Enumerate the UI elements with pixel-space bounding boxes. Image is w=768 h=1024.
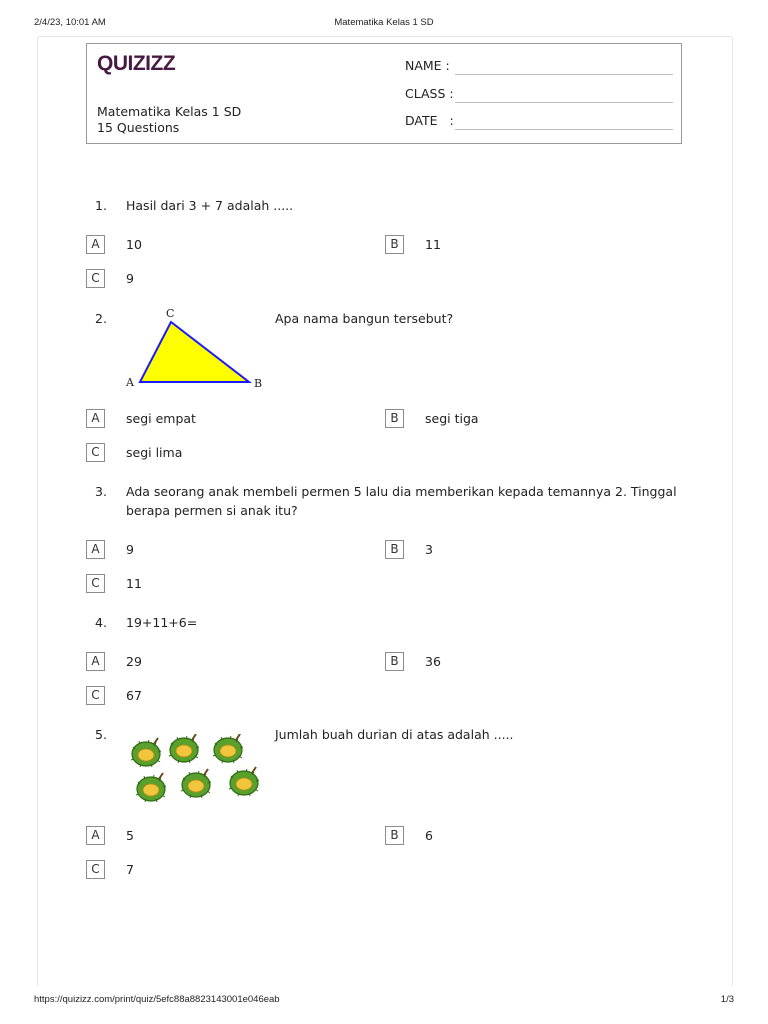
question-count: 15 Questions [97,120,180,135]
option-c-text[interactable]: segi lima [126,445,183,460]
quiz-title: Matematika Kelas 1 SD [97,104,242,119]
vertex-label-b: B [254,377,263,390]
option-a-text[interactable]: 9 [126,542,134,557]
option-c-box[interactable]: C [86,686,105,705]
question-text-line-1: Ada seorang anak membeli permen 5 lalu dia memberikan kepada temannya 2. Tinggal [126,484,677,499]
option-c-text[interactable]: 7 [126,862,134,877]
option-a-box[interactable]: A [86,652,105,671]
option-a-text[interactable]: 10 [126,237,142,252]
durian-icon [181,769,211,798]
print-datetime: 2/4/23, 10:01 AM [34,17,106,28]
question-number: 1. [95,198,107,213]
name-line [455,74,673,75]
triangle-image [120,304,270,396]
option-a-box[interactable]: A [86,235,105,254]
option-b-box[interactable]: B [385,652,404,671]
durian-icon [169,734,199,763]
option-c-text[interactable]: 11 [126,576,142,591]
option-c-box[interactable]: C [86,269,105,288]
print-url: https://quizizz.com/print/quiz/5efc88a8823143001e046eab [34,994,280,1005]
option-a-box[interactable]: A [86,409,105,428]
option-a-box[interactable]: A [86,826,105,845]
durian-icon [229,767,259,796]
option-a-text[interactable]: 5 [126,828,134,843]
name-label: NAME : [405,58,450,73]
durian-icon [213,734,243,763]
durian-icon [131,738,161,767]
option-b-text[interactable]: 6 [425,828,433,843]
question-number: 4. [95,615,107,630]
page-number: 1/3 [720,994,734,1005]
option-b-text[interactable]: 36 [425,654,441,669]
option-a-box[interactable]: A [86,540,105,559]
durian-image [126,734,266,810]
print-title: Matematika Kelas 1 SD [334,17,434,28]
option-b-box[interactable]: B [385,826,404,845]
durian-icon [136,773,166,802]
quizizz-logo: QUIZIZZ [97,52,176,75]
option-c-box[interactable]: C [86,860,105,879]
vertex-label-c: C [166,307,175,320]
date-line [455,129,673,130]
option-c-text[interactable]: 67 [126,688,142,703]
option-a-text[interactable]: 29 [126,654,142,669]
option-b-text[interactable]: 3 [425,542,433,557]
option-a-text[interactable]: segi empat [126,411,196,426]
option-b-box[interactable]: B [385,235,404,254]
option-b-text[interactable]: segi tiga [425,411,479,426]
question-text: 19+11+6= [126,615,198,630]
vertex-label-a: A [126,376,134,389]
question-number: 3. [95,484,107,499]
question-text: Hasil dari 3 + 7 adalah ..... [126,198,294,213]
option-c-box[interactable]: C [86,443,105,462]
question-text: Jumlah buah durian di atas adalah ..... [275,727,514,742]
question-number: 2. [95,311,107,326]
date-label: DATE : [405,113,454,128]
option-c-box[interactable]: C [86,574,105,593]
class-line [455,102,673,103]
quiz-header-box [86,43,682,144]
option-b-text[interactable]: 11 [425,237,441,252]
option-b-box[interactable]: B [385,409,404,428]
class-label: CLASS : [405,86,454,101]
question-number: 5. [95,727,107,742]
option-b-box[interactable]: B [385,540,404,559]
question-text-line-2: berapa permen si anak itu? [126,503,298,518]
triangle-shape [140,322,249,382]
question-text: Apa nama bangun tersebut? [275,311,454,326]
option-c-text[interactable]: 9 [126,271,134,286]
